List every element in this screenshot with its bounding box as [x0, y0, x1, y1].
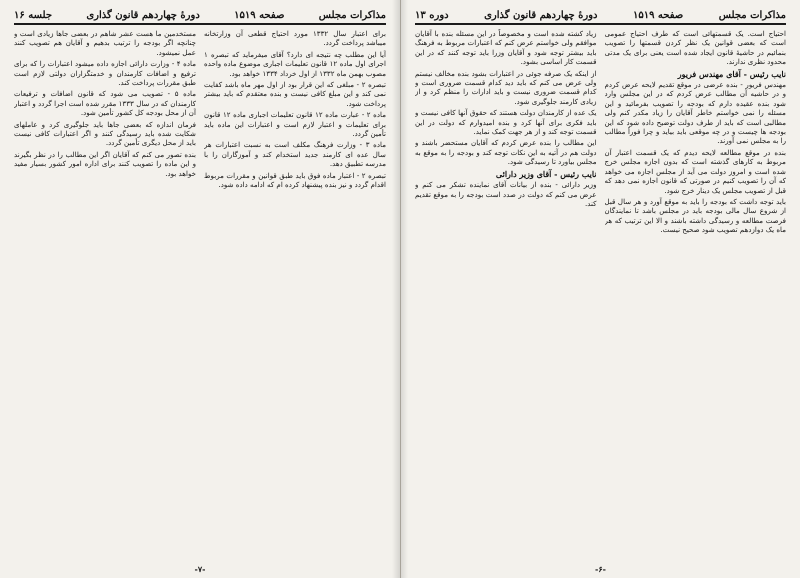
paragraph: برای اعتبار سال ۱۳۳۲ مورد احتیاج قطعی آن وزارتخانه میباشد پرداخت گردد.: [204, 29, 386, 48]
paragraph: از اینکه یک صرفه جوئی در اعتبارات بشود بنده مخالف نیستم ولی عرض می کنم که باید دید کدام قسمت ضروری است و کدام قسمت ضروری نیست و باید ادارات را منظم کرد و از زیادی کارمند جلوگیری شود.: [415, 68, 597, 106]
paragraph: بنده تصور می کنم که آقایان اگر این مطالب را در نظر بگیرند و این ماده را تصویب کنند برای اداره امور کشور بسیار مفید خواهد بود.: [14, 149, 196, 178]
paragraph: ماده ۲ - عبارت ماده ۱۲ قانون تعلیمات اجباری ماده ۱۲ قانون برای تعلیمات و اعتبار لازم است و اعتبارات این ماده باید تأمین گردد.: [204, 110, 386, 139]
paragraph: باید توجه داشت که بودجه را باید به موقع آورد و هر سال قبل از شروع سال مالی بودجه باید در مجلس باشد تا نمایندگان فرصت مطالعه و رسیدگی داشته باشند و الا این ترتیب که هر ماه یک دوازدهم تصویب شود صحیح نیست.: [604, 196, 786, 235]
right-page-col-right: [605, 29, 787, 559]
left-header-page-label: صفحه ۱۵۱۹: [234, 10, 285, 21]
paragraph: فرمان اندازه که بعضی جاها باید جلوگیری کرد و عاملهای شکایت شده باید رسیدگی کنند و اگر اعتبارات کافی نیست باید از محل دیگری تأمین گردد.: [14, 119, 196, 148]
right-page-header: [415, 10, 786, 25]
left-page-col-left: [14, 29, 196, 559]
left-page-number: -۷-: [194, 564, 206, 574]
paragraph: ماده ۵ - تصویب می شود که قانون اضافات و ترفیعات کارمندان که در سال ۱۳۳۳ مقرر شده است اجرا گردد و اعتبار آن از محل بودجه کل کشور تأمین شود.: [14, 89, 196, 118]
right-header-page-label: صفحه ۱۵۱۹: [632, 10, 684, 21]
speaker-line: نایب رئیس - آقای وزیر دارائی: [495, 168, 597, 179]
paragraph: ماده ۳ - وزارت فرهنگ مکلف است به نسبت اعتبارات هر سال عده ای کارمند جدید استخدام کند و آموزگاران را با مدرسه تطبیق دهد.: [204, 140, 386, 169]
paragraph: این مطالب را بنده عرض کردم که آقایان مستحضر باشند و دولت هم در آتیه به این نکات توجه کند و بودجه را به موقع به مجلس بیاورد تا رسیدگی شود.: [415, 138, 597, 167]
paragraph: آیا این مطلب چه نتیجه ای دارد؟ آقای میفرماید که تبصره ۱ اجرای اول ماده ۱۲ قانون تعلیمات اجباری موضوع ماده واحده مصوب بهمن ماه ۱۳۳۲ از اول خرداد ۱۳۳۴ خواهد بود.: [204, 49, 386, 78]
paragraph: وزیر دارائی - بنده از بیانات آقای نماینده تشکر می کنم و عرض می کنم که دولت در صدد است بودجه را به موقع تقدیم کند.: [415, 180, 597, 208]
paragraph: احتیاج است. یک قسمتهائی است که طرف احتیاج عمومی است که بعضی قوانین یک نظر کردن قسمتها را تصویب بنمائیم در حاشیهٔ قانون ایجاد شده است یعنی برای یک مدتی محدود نظری ندارند.: [604, 29, 786, 67]
left-page-columns: [14, 29, 386, 559]
right-page: [400, 0, 800, 578]
paragraph: یک عده از کارمندان دولت هستند که حقوق آنها کافی نیست و باید فکری برای آنها کرد و بنده امیدوارم که دولت در این قسمت توجه کند و از هر جهت کمک نماید.: [415, 108, 597, 137]
paragraph: بنده در موقع مطالعه لایحه دیدم که یک قسمت اعتبار آن مربوط به کارهای گذشته است که بدون اجازه مجلس خرج شده است و امروز دولت می آید از مجلس اجازه می خواهد که آن را تصویب کنیم در صورتی که قانون اجازه نمی دهد که قبل از تصویب مجلس یک دینار خرج شود.: [604, 147, 786, 195]
paragraph: مهندس فریور - بنده عرضی در موقع تقدیم لایحه عرض کردم و در حاشیه آن مطالب عرض کردم که در این مجلس وارد شود بنده عقیده دارم که بودجه را تصویب بفرمائید و این مسئله را نمی خواستم خاطر آقایان را زیاد مکدر کنم ولی مطالبی است که باید از طرف دولت توضیح داده شود که این بودجه ها چیست و در چه موقعی باید بیاید و چرا فوراً مطالب را به مجلس نمی آورند.: [604, 80, 786, 146]
right-page-columns: [415, 29, 786, 559]
speaker-line: نایب رئیس - آقای مهندس فریور: [677, 68, 786, 79]
left-header-chamber: مذاکرات مجلس: [318, 10, 386, 21]
paragraph: تبصره ۲ - مبلغی که این قرار بود از اول مهر ماه باشد کفایت نمی کند و این مبلغ کافی نیست و بنده معتقدم که باید بیشتر پرداخت شود.: [204, 80, 386, 108]
paragraph: ماده ۴ - وزارت دارائی اجازه داده میشود اعتبارات را که برای ترفیع و اضافات کارمندان و خدمتگزاران دولتی لازم است طبق مقررات پرداخت کند.: [14, 59, 196, 88]
left-header-session: جلسه ۱۶: [14, 10, 53, 21]
paragraph: تبصره ۲ - اعتبار ماده فوق باید طبق قوانین و مقررات مربوط اقدام گردد و نیز بنده پیشنهاد کرده ام که ادامه داده شود.: [204, 170, 386, 190]
paragraph: زیاد کشته شده است و مخصوصاً در این مسئله بنده با آقایان موافقم ولی خواستم عرض کنم که اعتبارات مربوط به فرهنگ باید بیشتر توجه شود و آقایان وزرا باید توجه کنند که در این قسمت کار اساسی بشود.: [415, 29, 597, 67]
right-page-number: -۶-: [595, 564, 606, 574]
right-header-chamber: مذاکرات مجلس: [718, 10, 786, 21]
left-page-col-right: [204, 29, 386, 559]
right-header-title: دورهٔ چهاردهم قانون گذاری: [484, 10, 598, 21]
right-header-session: دوره ۱۳: [415, 10, 449, 21]
left-header-title: دورهٔ چهاردهم قانون گذاری: [86, 10, 200, 21]
left-page-header: [14, 10, 386, 25]
right-page-col-left: [415, 29, 597, 559]
paragraph: مستخدمین ما هست عشر شاهم در بعضی جاها زیادی است و چنانچه اگر بودجه را ترتیب بدهیم و آقایان هم تصویب کنند عمل نمیشود.: [14, 29, 196, 57]
